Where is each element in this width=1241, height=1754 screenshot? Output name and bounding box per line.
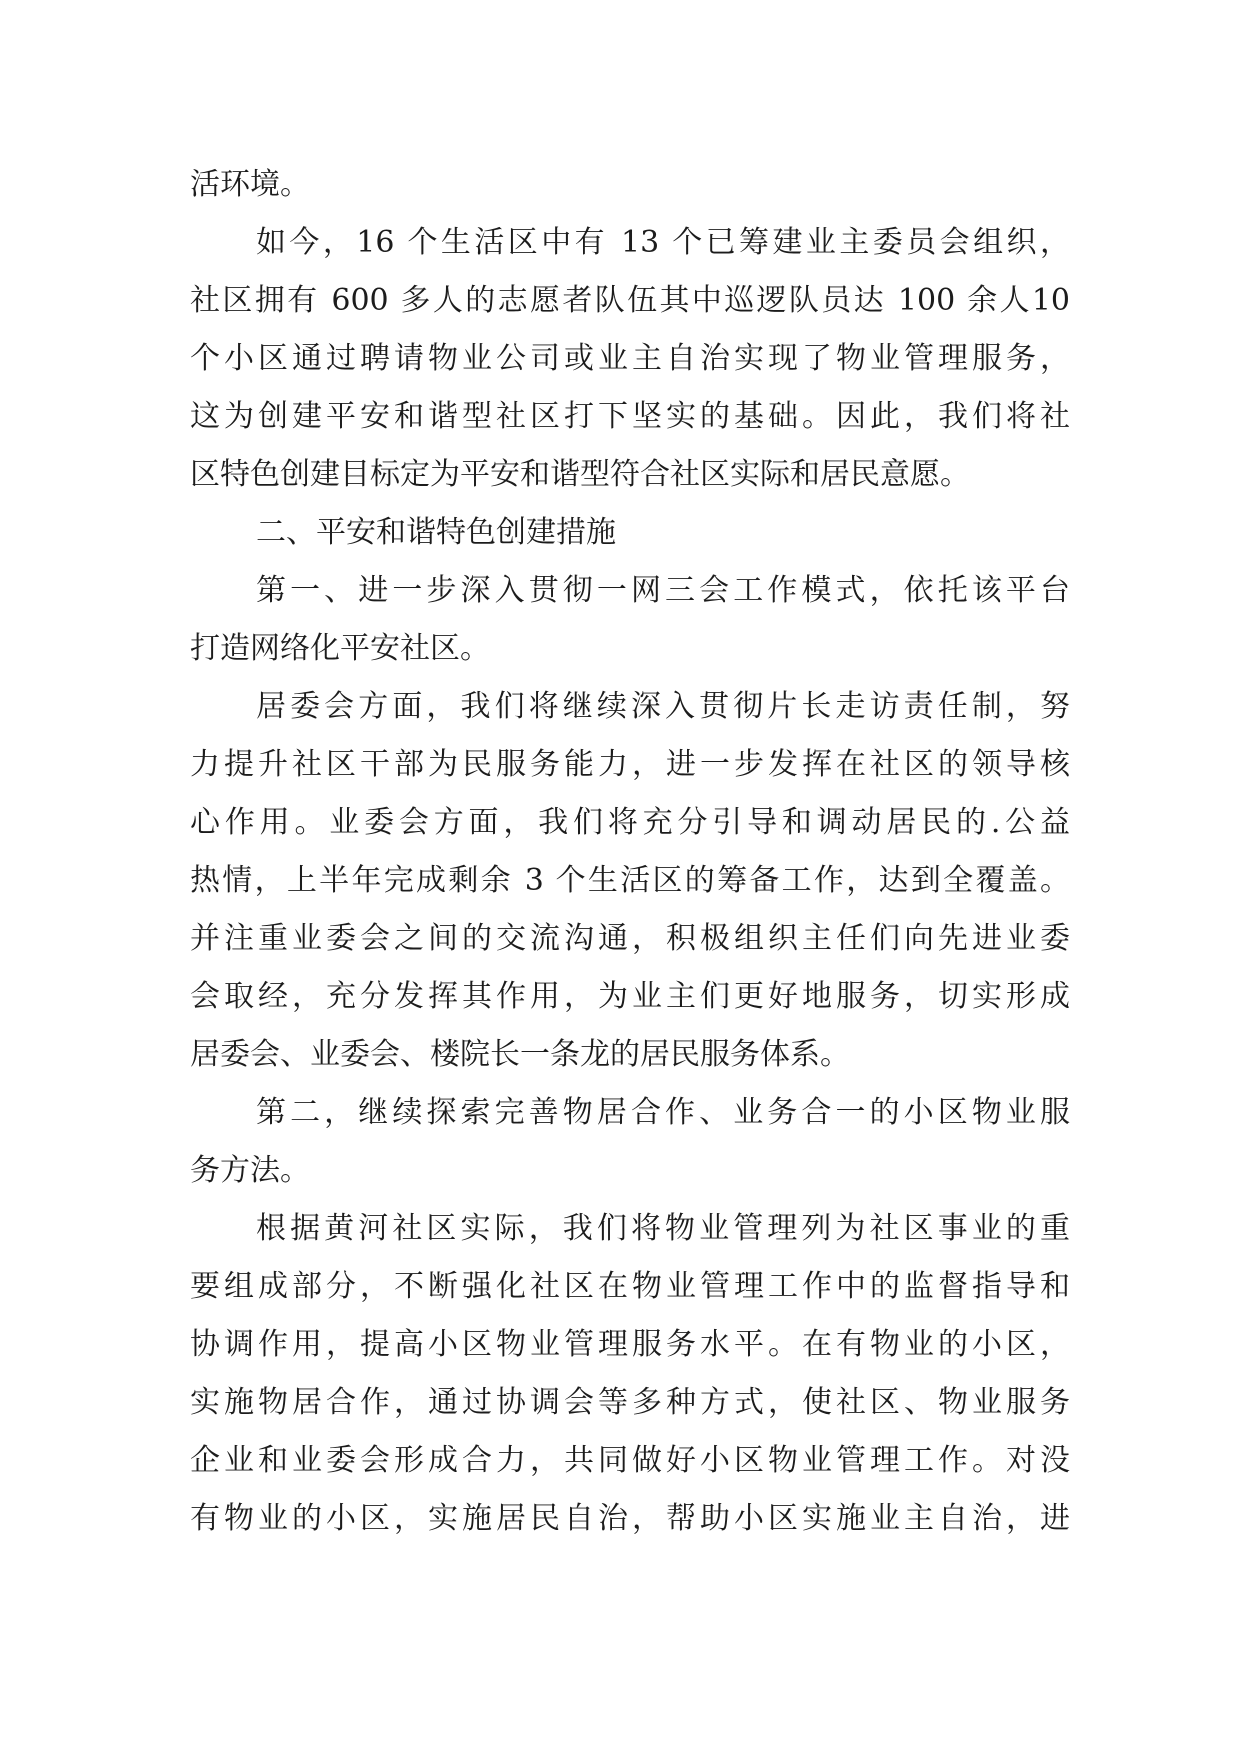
paragraph-line: 居委会方面，我们将继续深入贯彻片长走访责任制，努 [256,689,1070,724]
paragraph-line: 要组成部分，不断强化社区在物业管理工作中的监督指导和 [190,1269,1070,1304]
paragraph-line: 第一、进一步深入贯彻一网三会工作模式，依托该平台 [256,573,1070,608]
paragraph-line: 居委会、业委会、楼院长一条龙的居民服务体系。 [190,1037,850,1072]
paragraph-line: 心作用。业委会方面，我们将充分引导和调动居民的.公益 [190,805,1070,840]
paragraph-line: 协调作用，提高小区物业管理服务水平。在有物业的小区， [190,1327,1070,1362]
paragraph-line: 活环境。 [190,167,310,202]
paragraph-line: 打造网络化平安社区。 [190,631,490,666]
paragraph-line: 根据黄河社区实际，我们将物业管理列为社区事业的重 [256,1211,1070,1246]
paragraph-line: 第二，继续探索完善物居合作、业务合一的小区物业服 [256,1095,1070,1130]
paragraph-line: 并注重业委会之间的交流沟通，积极组织主任们向先进业委 [190,921,1070,956]
paragraph-line: 企业和业委会形成合力，共同做好小区物业管理工作。对没 [190,1443,1070,1478]
paragraph-line: 务方法。 [190,1153,310,1188]
document-body [190,156,1070,1548]
paragraph-line: 这为创建平安和谐型社区打下坚实的基础。因此，我们将社 [190,399,1070,434]
paragraph-line: 有物业的小区，实施居民自治，帮助小区实施业主自治，进 [190,1501,1070,1536]
paragraph-line: 力提升社区干部为民服务能力，进一步发挥在社区的领导核 [190,747,1070,782]
paragraph-line: 会取经，充分发挥其作用，为业主们更好地服务，切实形成 [190,979,1070,1014]
paragraph-line: 实施物居合作，通过协调会等多种方式，使社区、物业服务 [190,1385,1070,1420]
paragraph-line: 热情，上半年完成剩余 3 个生活区的筹备工作，达到全覆盖。 [190,863,1070,898]
paragraph-line: 社区拥有 600 多人的志愿者队伍其中巡逻队员达 100 余人10 [190,283,1070,318]
paragraph-line: 区特色创建目标定为平安和谐型符合社区实际和居民意愿。 [190,457,970,492]
paragraph-line: 个小区通过聘请物业公司或业主自治实现了物业管理服务， [190,341,1070,376]
paragraph-line: 如今，16 个生活区中有 13 个已筹建业主委员会组织， [256,225,1070,260]
section-heading: 二、平安和谐特色创建措施 [256,515,616,550]
